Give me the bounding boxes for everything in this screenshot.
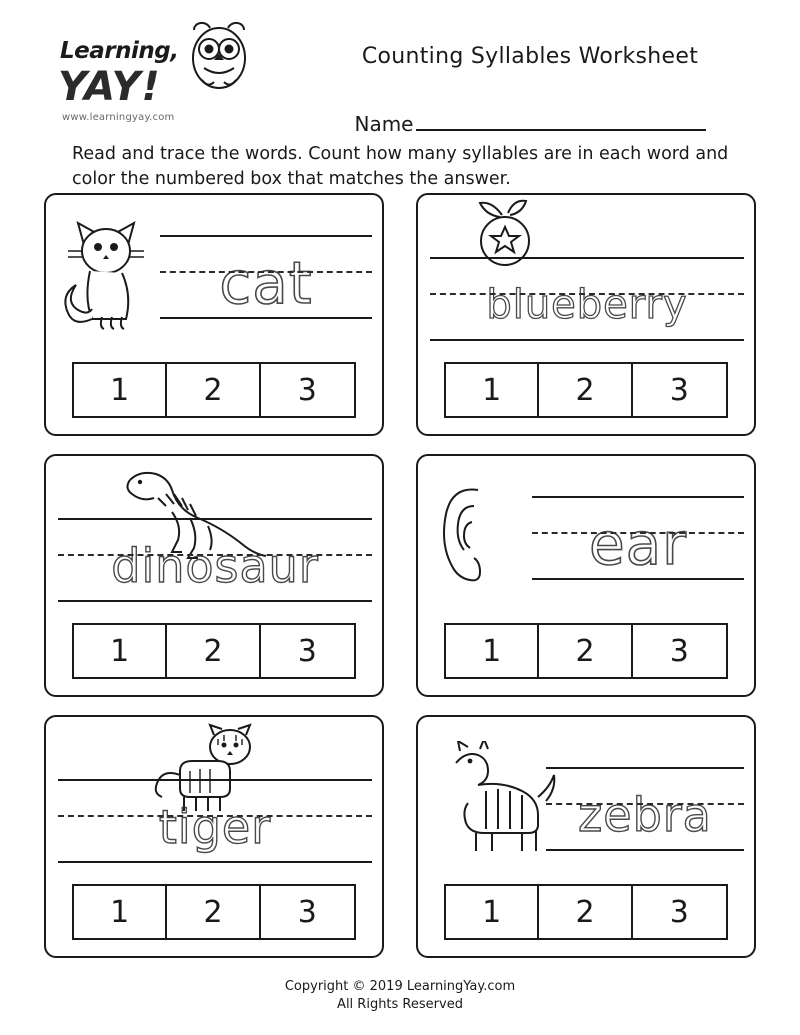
answer-box-3[interactable]: 3 [669, 372, 689, 408]
zebra-icon [426, 741, 566, 859]
answer-box-1[interactable]: 1 [74, 364, 167, 416]
answer-boxes [444, 623, 728, 679]
problem-card [416, 715, 756, 958]
writing-lines [430, 247, 744, 367]
brand-logo [52, 16, 262, 136]
answer-box-1[interactable]: 1 [74, 886, 167, 938]
rights-text: All Rights Reserved [337, 997, 463, 1012]
page-footer [0, 978, 800, 1014]
name-input-line[interactable] [416, 113, 706, 131]
instructions-text: Read and trace the words. Count how many syllables are in each word and color the numbered box that matches the answer. [72, 144, 729, 189]
writing-lines [532, 486, 744, 606]
answer-box-1[interactable]: 1 [446, 364, 539, 416]
card-top [46, 717, 382, 885]
line-top [546, 767, 744, 769]
copyright-text: Copyright © 2019 LearningYay.com [284, 979, 516, 994]
line-top [58, 779, 372, 781]
trace-word[interactable]: ear [588, 510, 688, 578]
card-top [418, 456, 754, 624]
problem-card [44, 193, 384, 436]
writing-lines [58, 508, 372, 628]
trace-word[interactable]: tiger [158, 800, 272, 854]
problem-card [44, 715, 384, 958]
answer-box-1[interactable]: 1 [74, 625, 167, 677]
line-top [430, 257, 744, 259]
writing-lines [58, 769, 372, 889]
answer-boxes [444, 362, 728, 418]
page-header [0, 0, 800, 189]
answer-box-2[interactable]: 2 [167, 364, 260, 416]
brand-name-line1: Learning, [60, 38, 179, 64]
answer-box-3[interactable]: 3 [297, 894, 317, 930]
line-top [532, 496, 744, 498]
name-field-row [300, 112, 760, 136]
trace-word[interactable]: zebra [578, 788, 712, 842]
ear-icon [432, 478, 512, 598]
problem-card [416, 193, 756, 436]
answer-box-3[interactable]: 3 [297, 633, 317, 669]
page-title: Counting Syllables Worksheet [361, 44, 699, 69]
answer-box-2[interactable]: 2 [167, 886, 260, 938]
answer-box-1[interactable]: 1 [446, 625, 539, 677]
card-top [46, 195, 382, 363]
brand-name-line2: YAY! [58, 64, 161, 110]
writing-lines [546, 757, 744, 877]
trace-word[interactable]: dinosaur [111, 539, 319, 593]
card-top [46, 456, 382, 624]
answer-boxes [72, 362, 356, 418]
card-top [418, 195, 754, 363]
answer-box-2[interactable]: 2 [539, 364, 632, 416]
cat-icon [54, 201, 172, 351]
line-top [58, 518, 372, 520]
name-label: Name [354, 112, 414, 136]
trace-word[interactable]: cat [219, 249, 313, 317]
answer-box-2[interactable]: 2 [167, 625, 260, 677]
answer-boxes [72, 623, 356, 679]
answer-box-3[interactable]: 3 [297, 372, 317, 408]
trace-word[interactable]: blueberry [486, 282, 688, 328]
answer-box-1[interactable]: 1 [446, 886, 539, 938]
answer-box-3[interactable]: 3 [669, 633, 689, 669]
line-top [160, 235, 372, 237]
brand-url: www.learningyay.com [62, 112, 175, 123]
writing-lines [160, 225, 372, 345]
card-top [418, 717, 754, 885]
problem-card [416, 454, 756, 697]
owl-icon [180, 18, 258, 94]
answer-box-3[interactable]: 3 [669, 894, 689, 930]
answer-boxes [72, 884, 356, 940]
problem-card [44, 454, 384, 697]
answer-box-2[interactable]: 2 [539, 886, 632, 938]
answer-boxes [444, 884, 728, 940]
answer-box-2[interactable]: 2 [539, 625, 632, 677]
problems-grid [44, 193, 756, 958]
